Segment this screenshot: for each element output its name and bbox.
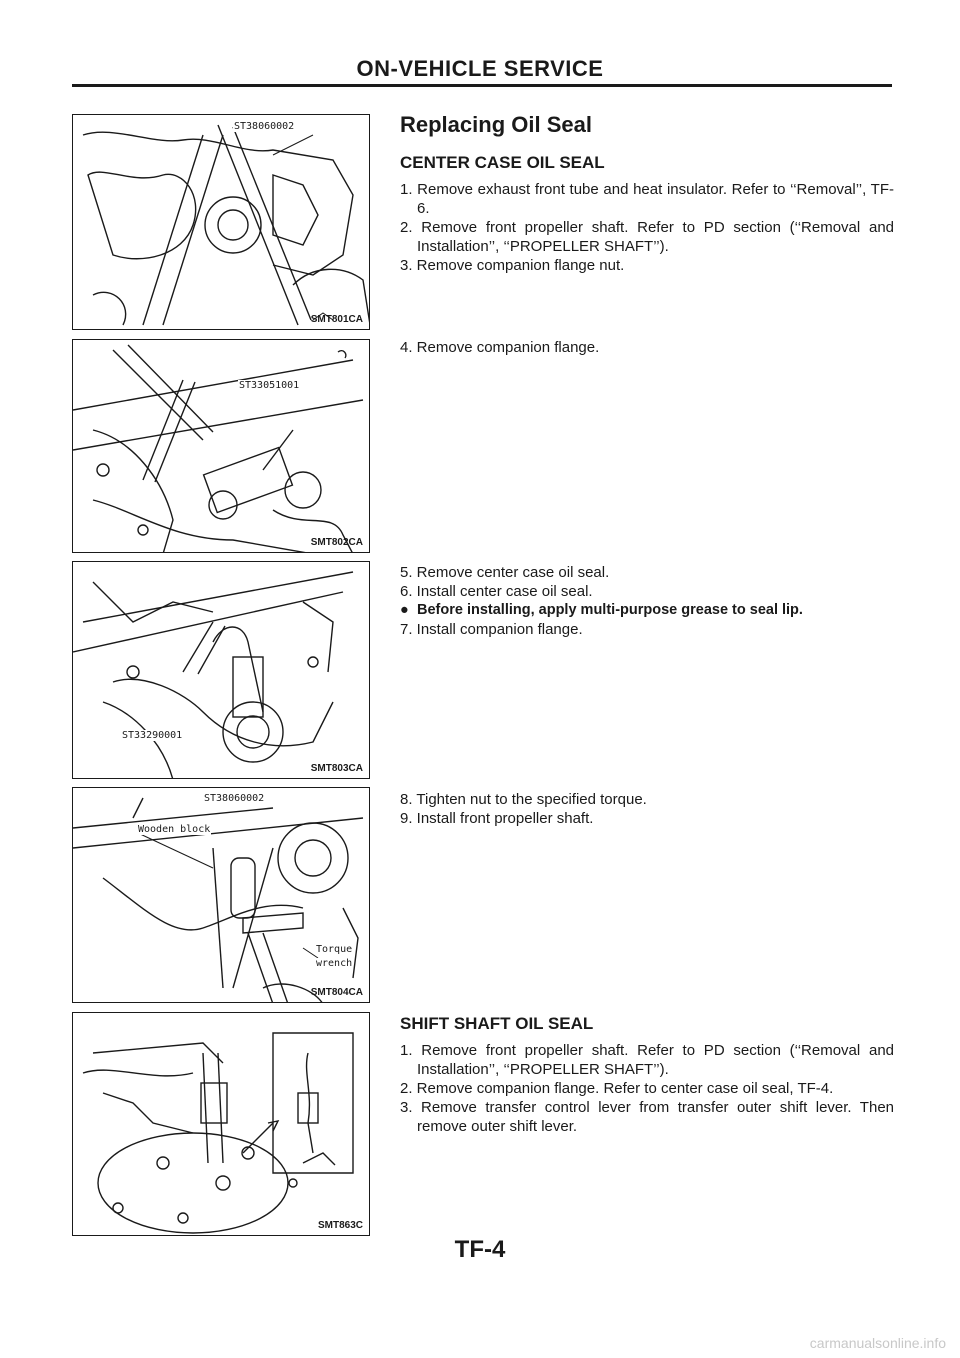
- part-number-callout: ST33290001: [122, 730, 183, 741]
- header-divider: [72, 84, 892, 87]
- step-3: 3. Remove transfer control lever from transfer outer shift lever. Then remove outer shift lever.: [400, 1099, 894, 1135]
- step-6: 6. Install center case oil seal.: [400, 583, 593, 600]
- section-text-block-2: [400, 338, 894, 357]
- step-5: 5. Remove center case oil seal.: [400, 564, 610, 581]
- bullet-icon: ●: [400, 602, 409, 618]
- figure-illustration: [73, 340, 370, 553]
- figure-smt802ca: [72, 339, 370, 553]
- figure-code: SMT803CA: [310, 763, 363, 774]
- step-1: 1. Remove front propeller shaft. Refer to PD section (‘‘Removal and Installation’’, ‘‘PROPELLER SHAFT’’).: [400, 1042, 894, 1078]
- figure-illustration: [73, 562, 370, 779]
- part-number-callout: ST33051001: [239, 380, 300, 391]
- figure-code: SMT863C: [317, 1220, 363, 1231]
- figure-smt863c: [72, 1012, 370, 1236]
- step-4: 4. Remove companion flange.: [400, 339, 600, 356]
- figure-smt803ca: [72, 561, 370, 779]
- step-3: 3. Remove companion flange nut.: [400, 257, 625, 274]
- page-header-title: ON-VEHICLE SERVICE: [356, 56, 604, 81]
- torque-wrench-callout-line2: wrench: [316, 958, 353, 969]
- step-8: 8. Tighten nut to the specified torque.: [400, 791, 647, 808]
- figure-smt804ca: [72, 787, 370, 1003]
- figure-code: SMT804CA: [310, 987, 363, 998]
- part-number-callout: ST38060002: [234, 121, 295, 132]
- step-2: 2. Remove companion flange. Refer to center case oil seal, TF-4.: [400, 1080, 834, 1097]
- section-title: Replacing Oil Seal: [400, 112, 592, 137]
- figure-illustration: [73, 788, 370, 1003]
- page-number: TF-4: [454, 1236, 506, 1263]
- figure-smt801ca: [72, 114, 370, 330]
- figure-illustration: [73, 1013, 370, 1236]
- section-text-block-1: [400, 112, 894, 275]
- torque-wrench-callout: Torque: [316, 944, 353, 955]
- wooden-block-callout: Wooden block: [138, 824, 211, 835]
- figure-code: SMT802CA: [310, 537, 363, 548]
- step-7: 7. Install companion flange.: [400, 621, 583, 638]
- part-number-callout: ST38060002: [204, 793, 265, 804]
- step-2: 2. Remove front propeller shaft. Refer to PD section (‘‘Removal and Installation’’, ‘‘PROPELLER SHAFT’’).: [400, 219, 894, 255]
- section-text-block-4: [400, 790, 894, 828]
- watermark: carmanualsonline.info: [809, 1335, 946, 1351]
- section-text-block-3: [400, 563, 894, 639]
- subsection-heading-center-case: CENTER CASE OIL SEAL: [400, 153, 605, 172]
- caution-note-text: Before installing, apply multi-purpose grease to seal lip.: [417, 602, 803, 618]
- caution-note: [400, 601, 894, 620]
- step-9: 9. Install front propeller shaft.: [400, 810, 594, 827]
- step-1: 1. Remove exhaust front tube and heat insulator. Refer to ‘‘Removal’’, TF-6.: [400, 181, 894, 217]
- figure-illustration: [73, 115, 370, 330]
- figure-code: SMT801CA: [310, 314, 363, 325]
- section-text-block-5: [400, 1014, 894, 1136]
- subsection-heading-shift-shaft: SHIFT SHAFT OIL SEAL: [400, 1014, 594, 1033]
